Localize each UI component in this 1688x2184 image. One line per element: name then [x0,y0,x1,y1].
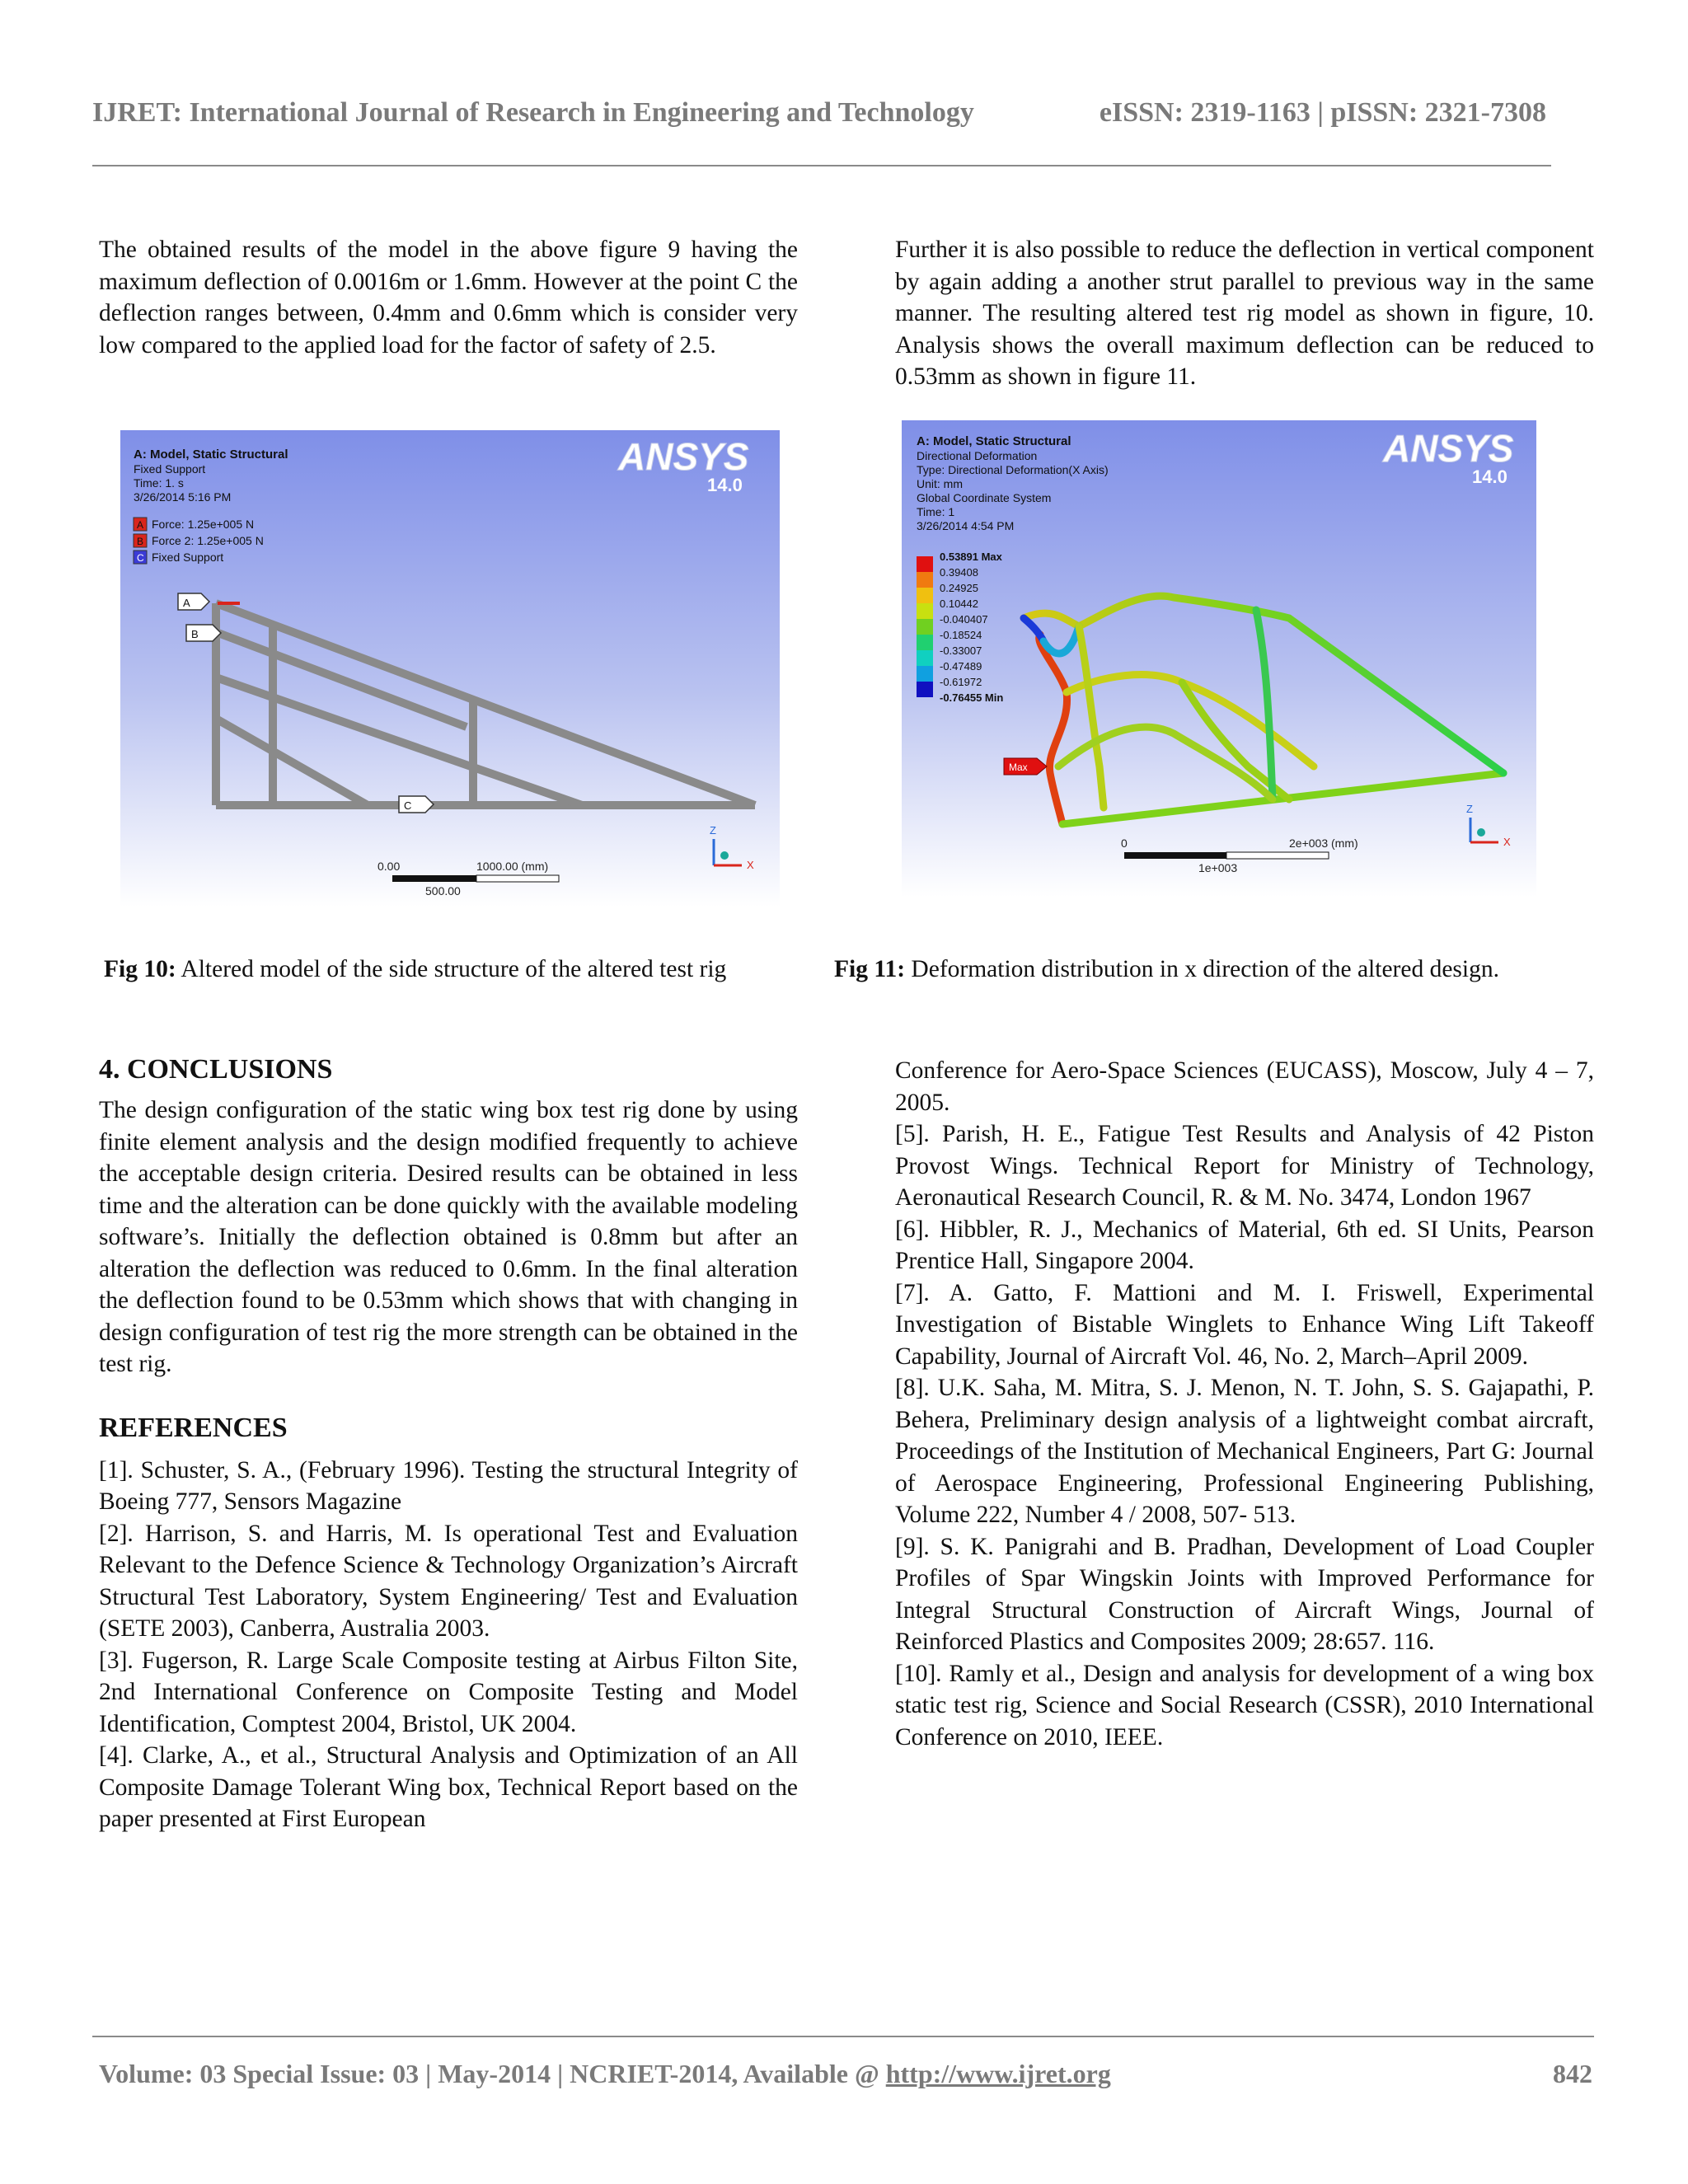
svg-text:Z: Z [710,824,716,837]
svg-text:0: 0 [1121,837,1128,850]
fig10-legend-label-a: Force: 1.25e+005 N [152,518,255,531]
legend-value-10: -0.76455 Min [940,691,1004,704]
issn: eISSN: 2319-1163 | pISSN: 2321-7308 [1099,97,1546,128]
fig11-info-4: Global Coordinate System [917,491,1052,504]
footer-website-link[interactable]: http://www.ijret.org [885,2059,1111,2088]
footer-volume-text: Volume: 03 Special Issue: 03 | May-2014 | NCRIET-2014, Available @ [99,2059,886,2088]
fig10-info-2: Time: 1. s [134,476,184,490]
legend-value-2: 0.39408 [940,566,978,579]
svg-text:0.00: 0.00 [377,860,401,873]
conclusions-heading: 4. CONCLUSIONS [99,1054,333,1085]
legend-value-5: -0.040407 [940,613,988,626]
fig11-info-2: Type: Directional Deformation(X Axis) [917,463,1109,476]
svg-text:A: A [183,597,190,609]
figure-10-image [120,430,780,907]
figure-10 [120,430,780,907]
reference-8: [8]. U.K. Saha, M. Mitra, S. J. Menon, N. T. John, S. S. Gajapathi, P. Behera, Preliminary design analysis of a lightweight combat aircraft, Proceedings of the Institution of Mechanical Engineers, Part G: Journal of Aerospace Engineering, Professional Engineering Publishing, Volume 222, Number 4 / 2008, 507- 513. [895,1375,1594,1528]
reference-10: [10]. Ramly et al., Design and analysis for development of a wing box static test rig, Science and Social Research (CSSR), 2010 International Conference on 2010, IEEE. [895,1660,1594,1750]
references-list-left [99,1455,798,1835]
marker-c [399,796,434,813]
running-header [92,97,1546,129]
reference-4-continued: Conference for Aero-Space Sciences (EUCASS), Moscow, July 4 – 7, 2005. [895,1057,1594,1116]
reference-1: [1]. Schuster, S. A., (February 1996). Testing the structural Integrity of Boeing 777, Sensors Magazine [99,1456,798,1515]
fig10-legend-key-b: B [137,536,144,547]
fig10-legend-key-c: C [137,552,144,564]
fig11-caption-text: Deformation distribution in x direction of the altered design. [905,956,1499,982]
figure-11 [902,420,1536,897]
marker-b [186,625,221,641]
fig11-info-3: Unit: mm [917,477,963,490]
header-rule [92,165,1551,166]
legend-value-8: -0.47489 [940,660,982,673]
ansys-version-10: 14.0 [707,475,743,495]
legend-value-4: 0.10442 [940,598,978,610]
fig10-legend-key-a: A [137,519,144,531]
conclusions-section [99,1052,798,1835]
intro-right-column [895,234,1594,393]
svg-text:1e+003: 1e+003 [1198,861,1238,874]
ansys-version-11: 14.0 [1472,466,1507,487]
fig10-caption-label: Fig 10: [104,956,176,982]
svg-text:X: X [1503,836,1511,848]
conclusions-paragraph: The design configuration of the static wing box test rig done by using finite element analysis and the design modified frequently to achieve the acceptable design criteria. Desired results can be obtained in less time and the alteration can be done quickly with the available modeling software’s. Initially the deflection obtained is 0.8mm but after an alteration the deflection was reduced to 0.6mm. In the final alteration the deflection found to be 0.53mm which shows that with changing in design configuration of test rig the more strength can be obtained in the test rig. [99,1097,798,1377]
figure-11-caption [834,956,1499,983]
reference-2: [2]. Harrison, S. and Harris, M. Is operational Test and Evaluation Relevant to the Defence Science & Technology Organization’s Aircraft Structural Test Laboratory, System Engineering/ Test and Evaluation (SETE 2003), Canberra, Australia 2003. [99,1520,798,1642]
reference-3: [3]. Fugerson, R. Large Scale Composite testing at Airbus Filton Site, 2nd International Conference on Composite Testing and Model Identification, Comptest 2004, Bristol, UK 2004. [99,1647,798,1737]
fig10-title: A: Model, Static Structural [134,448,288,462]
fig10-info-3: 3/26/2014 5:16 PM [134,490,232,504]
reference-5: [5]. Parish, H. E., Fatigue Test Results and Analysis of 42 Piston Provost Wings. Technical Report for Ministry of Technology, Aeronautical Research Council, R. & M. No. 3474, London 1967 [895,1121,1594,1211]
page-number: 842 [1553,2059,1592,2088]
reference-7: [7]. A. Gatto, F. Mattioni and M. I. Friswell, Experimental Investigation of Bistable Winglets to Enhance Wing Lift Takeoff Capability, Journal of Aircraft Vol. 46, No. 2, March–April 2009. [895,1279,1594,1370]
references-list-right [895,1055,1594,1753]
svg-text:B: B [191,628,199,640]
legend-value-1: 0.53891 Max [940,551,1002,563]
intro-right-paragraph: Further it is also possible to reduce the deflection in vertical component by again adding a another strut parallel to previous way in the same manner. The resulting altered test rig model as shown in figure, 10. Analysis shows the overall maximum deflection can be reduced to 0.53mm as shown in figure 11. [895,237,1594,390]
svg-text:2e+003 (mm): 2e+003 (mm) [1289,837,1358,850]
fig11-info-1: Directional Deformation [917,449,1038,462]
legend-value-6: -0.18524 [940,629,982,641]
running-footer [99,2059,1592,2089]
intro-left-column [99,234,798,361]
fig11-caption-label: Fig 11: [834,956,906,982]
ansys-logo-10: ANSYS [618,435,749,478]
svg-text:C: C [404,799,412,812]
footer-volume-info [99,2059,1111,2089]
svg-text:X: X [747,859,754,871]
fig11-info-6: 3/26/2014 4:54 PM [917,519,1015,532]
svg-text:Max: Max [1009,762,1028,773]
reference-4: [4]. Clarke, A., et al., Structural Analysis and Optimization of an All Composite Damage Tolerant Wing box, Technical Report based on the paper presented at First European [99,1742,798,1832]
reference-9: [9]. S. K. Panigrahi and B. Pradhan, Development of Load Coupler Profiles of Spar Wingskin Joints with Improved Performance for Integral Structural Construction of Aircraft Wings, Journal of Reinforced Plastics and Composites 2009; 28:657. 116. [895,1533,1594,1655]
journal-name: IJRET: International Journal of Research in Engineering and Technology [92,97,974,128]
svg-text:500.00: 500.00 [425,884,461,898]
footer-rule [92,2036,1594,2037]
fig11-title: A: Model, Static Structural [917,434,1071,448]
fig10-info-1: Fixed Support [134,462,206,476]
legend-value-9: -0.61972 [940,676,982,688]
fig10-legend-label-b: Force 2: 1.25e+005 N [152,534,264,547]
svg-text:1000.00 (mm): 1000.00 (mm) [476,860,549,873]
legend-value-7: -0.33007 [940,644,982,657]
fig11-info-5: Time: 1 [917,505,955,518]
figure-11-image [902,420,1536,897]
references-heading: REFERENCES [99,1412,288,1443]
fig10-legend-label-c: Fixed Support [152,551,224,564]
figure-10-caption [104,956,726,983]
reference-6: [6]. Hibbler, R. J., Mechanics of Material, 6th ed. SI Units, Pearson Prentice Hall, Singapore 2004. [895,1216,1594,1274]
svg-text:Z: Z [1466,803,1473,815]
ansys-logo-11: ANSYS [1383,427,1514,470]
legend-value-3: 0.24925 [940,582,978,594]
max-marker [1004,758,1047,775]
intro-left-paragraph: The obtained results of the model in the above figure 9 having the maximum deflection of 0.0016m or 1.6mm. However at the point C the deflection ranges between, 0.4mm and 0.6mm which is consider very low compared to the applied load for the factor of safety of 2.5. [99,237,798,359]
fig10-caption-text: Altered model of the side structure of the altered test rig [176,956,727,982]
